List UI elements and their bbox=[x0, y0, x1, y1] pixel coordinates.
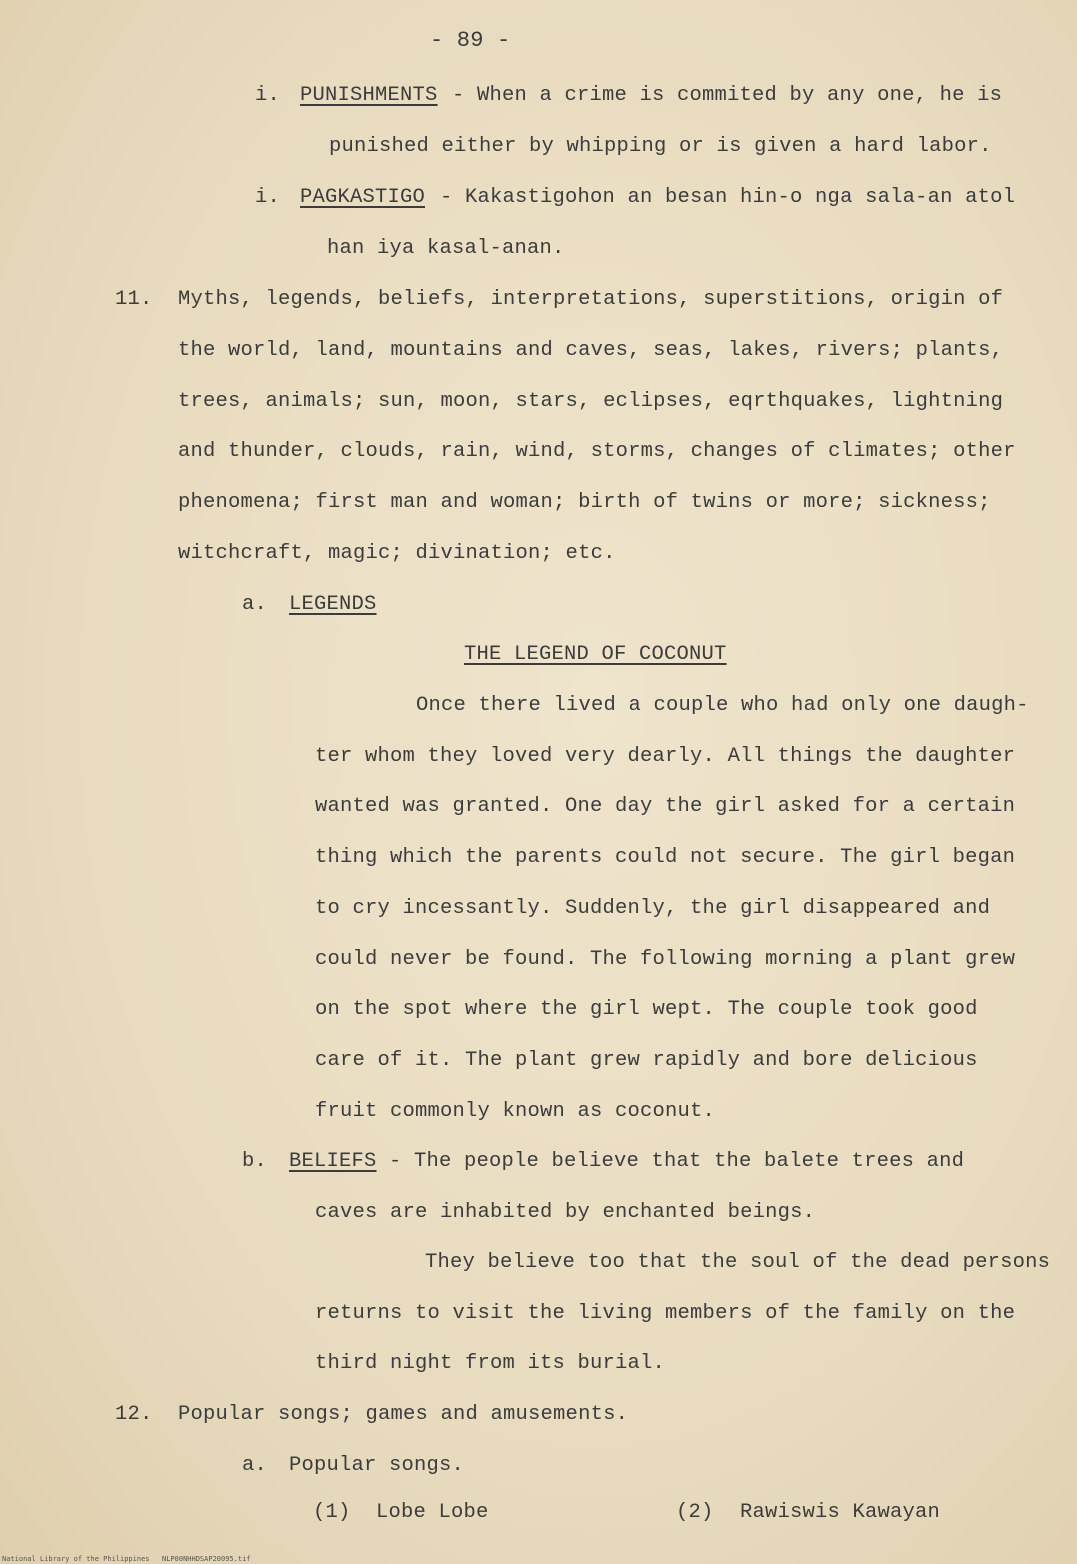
legend-line: Once there lived a couple who had only one daugh- bbox=[416, 694, 1029, 717]
pagkastigo-marker: i. bbox=[255, 186, 281, 209]
song-name: Lobe Lobe bbox=[376, 1501, 489, 1524]
beliefs-line: caves are inhabited by enchanted beings. bbox=[315, 1201, 816, 1224]
section-11-line: the world, land, mountains and caves, seas, lakes, rivers; plants, bbox=[178, 339, 1004, 362]
beliefs-line: They believe too that the soul of the dead persons bbox=[425, 1251, 1051, 1274]
beliefs-line: third night from its burial. bbox=[315, 1352, 666, 1375]
pagkastigo-heading: PAGKASTIGO bbox=[300, 186, 426, 209]
pagkastigo-line-1: - Kakastigohon an besan hin-o nga sala-an atol bbox=[440, 186, 1016, 209]
legends-marker: a. bbox=[242, 593, 268, 616]
section-12-number: 12. bbox=[115, 1403, 153, 1426]
legend-line: to cry incessantly. Suddenly, the girl disappeared and bbox=[315, 897, 991, 920]
legends-heading: LEGENDS bbox=[289, 593, 377, 616]
legend-line: ter whom they loved very dearly. All things the daughter bbox=[315, 745, 1016, 768]
beliefs-marker: b. bbox=[242, 1150, 268, 1173]
legend-title: THE LEGEND OF COCONUT bbox=[464, 643, 727, 666]
section-11-line: trees, animals; sun, moon, stars, eclipses, eqrthquakes, lightning bbox=[178, 390, 1004, 413]
beliefs-line: returns to visit the living members of the family on the bbox=[315, 1302, 1016, 1325]
legend-line: thing which the parents could not secure. The girl began bbox=[315, 846, 1016, 869]
section-11-number: 11. bbox=[115, 288, 153, 311]
beliefs-line: - The people believe that the balete trees and bbox=[389, 1150, 965, 1173]
song-number: (1) bbox=[313, 1501, 351, 1524]
punishments-marker: i. bbox=[255, 84, 281, 107]
legend-line: wanted was granted. One day the girl asked for a certain bbox=[315, 795, 1016, 818]
section-11-line: and thunder, clouds, rain, wind, storms, changes of climates; other bbox=[178, 440, 1016, 463]
songs-title: Popular songs. bbox=[289, 1454, 465, 1477]
songs-marker: a. bbox=[242, 1454, 268, 1477]
section-11-line: Myths, legends, beliefs, interpretations, superstitions, origin of bbox=[178, 288, 1004, 311]
punishments-heading: PUNISHMENTS bbox=[300, 84, 438, 107]
punishments-line-1: - When a crime is commited by any one, he is bbox=[452, 84, 1003, 107]
punishments-line-2: punished either by whipping or is given a hard labor. bbox=[329, 135, 992, 158]
footer-source: National Library of the Philippines bbox=[2, 1555, 150, 1563]
page-number: - 89 - bbox=[430, 28, 511, 53]
section-12-title: Popular songs; games and amusements. bbox=[178, 1403, 629, 1426]
song-number: (2) bbox=[676, 1501, 714, 1524]
legend-line: could never be found. The following morning a plant grew bbox=[315, 948, 1016, 971]
legend-line: on the spot where the girl wept. The couple took good bbox=[315, 998, 978, 1021]
legend-line: fruit commonly known as coconut. bbox=[315, 1100, 716, 1123]
footer-filename: NLP00NHHDSAP20095.tif bbox=[162, 1555, 251, 1563]
section-11-line: witchcraft, magic; divination; etc. bbox=[178, 542, 616, 565]
section-11-line: phenomena; first man and woman; birth of twins or more; sickness; bbox=[178, 491, 991, 514]
pagkastigo-line-2: han iya kasal-anan. bbox=[327, 237, 565, 260]
song-name: Rawiswis Kawayan bbox=[740, 1501, 941, 1524]
legend-line: care of it. The plant grew rapidly and bore delicious bbox=[315, 1049, 978, 1072]
beliefs-heading: BELIEFS bbox=[289, 1150, 377, 1173]
